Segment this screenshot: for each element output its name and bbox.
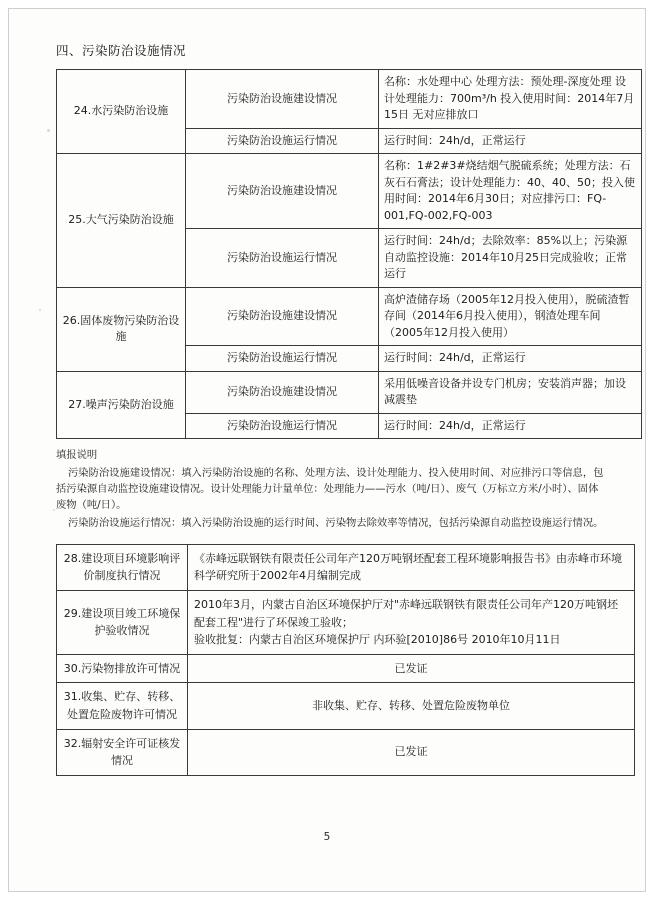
- table-row: [57, 371, 642, 413]
- facility-category-air: 25.大气污染防治设施: [57, 154, 186, 288]
- compliance-content-discharge-permit: 已发证: [188, 654, 635, 683]
- section-title: 四、污染防治设施情况: [56, 43, 187, 58]
- pollution-control-facility-table: [56, 69, 642, 439]
- facility-item-label: 污染防治设施建设情况: [186, 371, 379, 413]
- compliance-content-hazardous-waste: 非收集、贮存、转移、处置危险废物单位: [188, 683, 635, 729]
- facility-category-noise: 27.噪声污染防治设施: [57, 371, 186, 439]
- compliance-label-hazardous-waste: 31.收集、贮存、转移、处置危险废物许可情况: [57, 683, 188, 729]
- facility-category-water: 24.水污染防治设施: [57, 70, 186, 154]
- scan-speck: [53, 509, 55, 511]
- document-page: [8, 8, 646, 892]
- facility-item-content: 名称：1#2#3#烧结烟气脱硫系统；处理方法：石灰石石膏法；设计处理能力：40、40、50；投入使用时间：2014年6月30日；对应排污口：FQ-001,FQ-002,FQ-003: [379, 154, 642, 229]
- compliance-content-eia: 《赤峰远联钢铁有限责任公司年产120万吨钢坯配套工程环境影响报告书》由赤峰市环境科学研究所于2002年4月编制完成: [188, 544, 635, 590]
- compliance-label-eia: 28.建设项目环境影响评价制度执行情况: [57, 544, 188, 590]
- table-row: [57, 654, 635, 683]
- facility-item-label: 污染防治设施建设情况: [186, 287, 379, 346]
- facility-item-content: 采用低噪音设备并设专门机房；安装消声器；加设减震垫: [379, 371, 642, 413]
- scan-speck: [39, 309, 41, 311]
- facility-item-label: 污染防治设施运行情况: [186, 346, 379, 372]
- facility-item-label: 污染防治设施运行情况: [186, 128, 379, 154]
- facility-item-content: 运行时间：24h/d；去除效率：85%以上；污染源自动监控设施：2014年10月25日完成验收；正常运行: [379, 229, 642, 288]
- facility-item-content: 运行时间：24h/d，正常运行: [379, 346, 642, 372]
- page-number: 5: [323, 831, 331, 843]
- facility-category-solid-waste: 26.固体废物污染防治设施: [57, 287, 186, 371]
- facility-item-label: 污染防治设施建设情况: [186, 70, 379, 129]
- compliance-label-acceptance: 29.建设项目竣工环境保护验收情况: [57, 590, 188, 654]
- table-row: [57, 590, 635, 654]
- table-row: [57, 729, 635, 775]
- facility-item-content: 运行时间：24h/d，正常运行: [379, 128, 642, 154]
- compliance-label-radiation-permit: 32.辐射安全许可证核发情况: [57, 729, 188, 775]
- facility-item-content: 运行时间：24h/d，正常运行: [379, 413, 642, 439]
- facility-item-content: 高炉渣储存场（2005年12月投入使用），脱硫渣暂存间（2014年6月投入使用），钢渣处理车间（2005年12月投入使用）: [379, 287, 642, 346]
- filling-instructions: [56, 448, 608, 532]
- facility-item-label: 污染防治设施建设情况: [186, 154, 379, 229]
- compliance-content-radiation-permit: 已发证: [188, 729, 635, 775]
- page-content: [56, 41, 635, 776]
- notes-line-2: 污染防治设施运行情况：填入污染防治设施的运行时间、污染物去除效率等情况，包括污染源自动监控设施运行情况。: [68, 516, 604, 529]
- compliance-content-acceptance: [188, 590, 635, 654]
- scan-speck: [47, 129, 50, 132]
- acceptance-line-1: 2010年3月，内蒙古自治区环境保护厅对"赤峰远联钢铁有限责任公司年产120万吨钢坯配套工程"进行了环保竣工验收；: [194, 597, 619, 629]
- table-row: [57, 544, 635, 590]
- table-row: [57, 683, 635, 729]
- notes-line-1: 污染防治设施建设情况：填入污染防治设施的名称、处理方法、设计处理能力、投入使用时间、对应排污口等信息，包括污染源自动监控设施建设情况。设计处理能力计量单位：处理能力——污水（吨/日）、废气（万标立方米/小时）、固体废物（吨/日）。: [56, 466, 604, 511]
- facility-item-label: 污染防治设施运行情况: [186, 229, 379, 288]
- notes-heading: 填报说明: [56, 449, 98, 461]
- table-row: [57, 287, 642, 346]
- acceptance-line-2: 验收批复：内蒙古自治区环境保护厅 内环验[2010]86号 2010年10月11日: [194, 633, 561, 647]
- compliance-label-discharge-permit: 30.污染物排放许可情况: [57, 654, 188, 683]
- facility-item-content: 名称：水处理中心 处理方法：预处理-深度处理 设计处理能力：700m³/h 投入使用时间：2014年7月15日 无对应排放口: [379, 70, 642, 129]
- compliance-table: [56, 544, 635, 776]
- table-row: [57, 70, 642, 129]
- table-row: [57, 154, 642, 229]
- facility-item-label: 污染防治设施运行情况: [186, 413, 379, 439]
